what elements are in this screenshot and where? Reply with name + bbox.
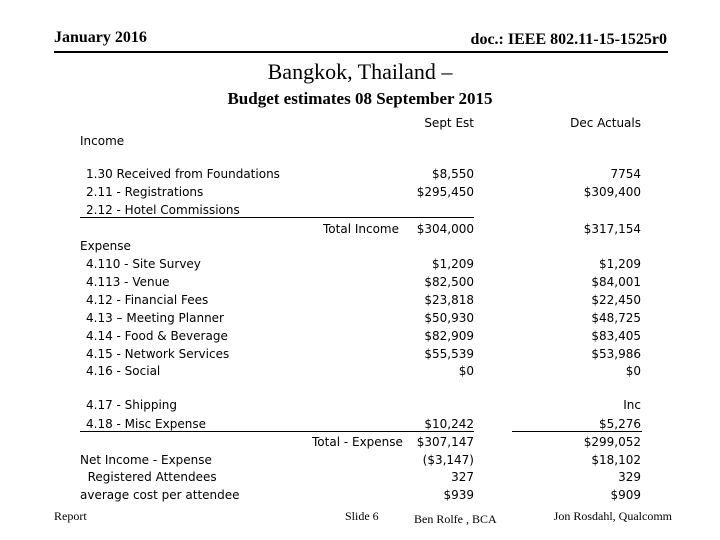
total-income-dec: $317,154 xyxy=(583,222,641,236)
slide-subtitle: Budget estimates 08 September 2015 xyxy=(227,89,493,108)
expense-total-rule-dec xyxy=(512,431,642,432)
footer-presenter: Ben Rolfe , BCA xyxy=(414,512,497,526)
total-expense-dec: $299,052 xyxy=(583,435,641,449)
shipping-dec: Inc xyxy=(623,398,641,412)
expense-total-rule xyxy=(80,431,474,432)
expense-row-label: 4.13 – Meeting Planner xyxy=(86,311,224,325)
avg-cost-sept: $939 xyxy=(443,488,474,502)
header-date: January 2016 xyxy=(54,29,147,46)
total-expense-sept: $307,147 xyxy=(416,435,474,449)
income-row-label: 2.11 - Registrations xyxy=(86,185,204,199)
income-heading: Income xyxy=(80,134,125,148)
header-doc-id: doc.: IEEE 802.11-15-1525r0 xyxy=(470,31,667,48)
registered-attendees-sept: 327 xyxy=(451,470,474,484)
avg-cost-label: average cost per attendee xyxy=(80,488,240,502)
expense-row-dec: $0 xyxy=(625,364,641,378)
expense-row-sept: $82,500 xyxy=(424,275,474,289)
expense-row-label: 4.14 - Food & Beverage xyxy=(86,329,228,343)
income-row-dec: 7754 xyxy=(610,167,641,181)
expense-row-sept: $82,909 xyxy=(424,329,474,343)
expense-heading: Expense xyxy=(80,239,131,253)
net-income-label: Net Income - Expense xyxy=(80,453,212,467)
header-rule xyxy=(54,51,668,53)
income-row-sept: $295,450 xyxy=(416,185,474,199)
registered-attendees-label: Registered Attendees xyxy=(80,470,217,484)
expense-row-sept: $55,539 xyxy=(424,347,474,361)
slide-title: Bangkok, Thailand – xyxy=(267,59,453,84)
expense-row-dec: $1,209 xyxy=(599,257,641,271)
expense-row-dec: $53,986 xyxy=(591,347,641,361)
registered-attendees-dec: 329 xyxy=(618,470,641,484)
expense-row-label: 4.16 - Social xyxy=(86,364,161,378)
expense-row-dec: $83,405 xyxy=(591,329,641,343)
footer-slide-number: Slide 6 xyxy=(345,509,379,523)
avg-cost-dec: $909 xyxy=(610,488,641,502)
col-header-sept-est: Sept Est xyxy=(424,116,474,130)
expense-row-dec: $22,450 xyxy=(591,293,641,307)
expense-row-sept: $0 xyxy=(458,364,474,378)
footer-report: Report xyxy=(54,509,87,523)
expense-row-label: 4.15 - Network Services xyxy=(86,347,230,361)
expense-row-sept: $50,930 xyxy=(424,311,474,325)
expense-row-dec: $84,001 xyxy=(591,275,641,289)
misc-expense-label: 4.18 - Misc Expense xyxy=(86,417,206,431)
expense-row-label: 4.12 - Financial Fees xyxy=(86,293,209,307)
misc-expense-sept: $10,242 xyxy=(424,417,474,431)
expense-row-sept: $23,818 xyxy=(424,293,474,307)
footer-author: Jon Rosdahl, Qualcomm xyxy=(553,509,672,523)
income-row-label: 1.30 Received from Foundations xyxy=(86,167,280,181)
income-row-dec: $309,400 xyxy=(583,185,641,199)
expense-row-label: 4.113 - Venue xyxy=(86,275,170,289)
income-row-label: 2.12 - Hotel Commissions xyxy=(86,203,240,217)
net-income-sept: ($3,147) xyxy=(422,453,474,467)
col-header-dec-actuals: Dec Actuals xyxy=(570,116,641,130)
expense-row-sept: $1,209 xyxy=(432,257,474,271)
income-row-sept: $8,550 xyxy=(432,167,474,181)
total-income-label: Total Income xyxy=(323,222,399,236)
expense-row-dec: $48,725 xyxy=(591,311,641,325)
shipping-label: 4.17 - Shipping xyxy=(86,398,178,412)
total-expense-label: Total - Expense xyxy=(312,435,403,449)
expense-row-label: 4.110 - Site Survey xyxy=(86,257,201,271)
misc-expense-dec: $5,276 xyxy=(599,417,641,431)
net-income-dec: $18,102 xyxy=(591,453,641,467)
income-total-rule xyxy=(80,217,474,218)
total-income-sept: $304,000 xyxy=(416,222,474,236)
